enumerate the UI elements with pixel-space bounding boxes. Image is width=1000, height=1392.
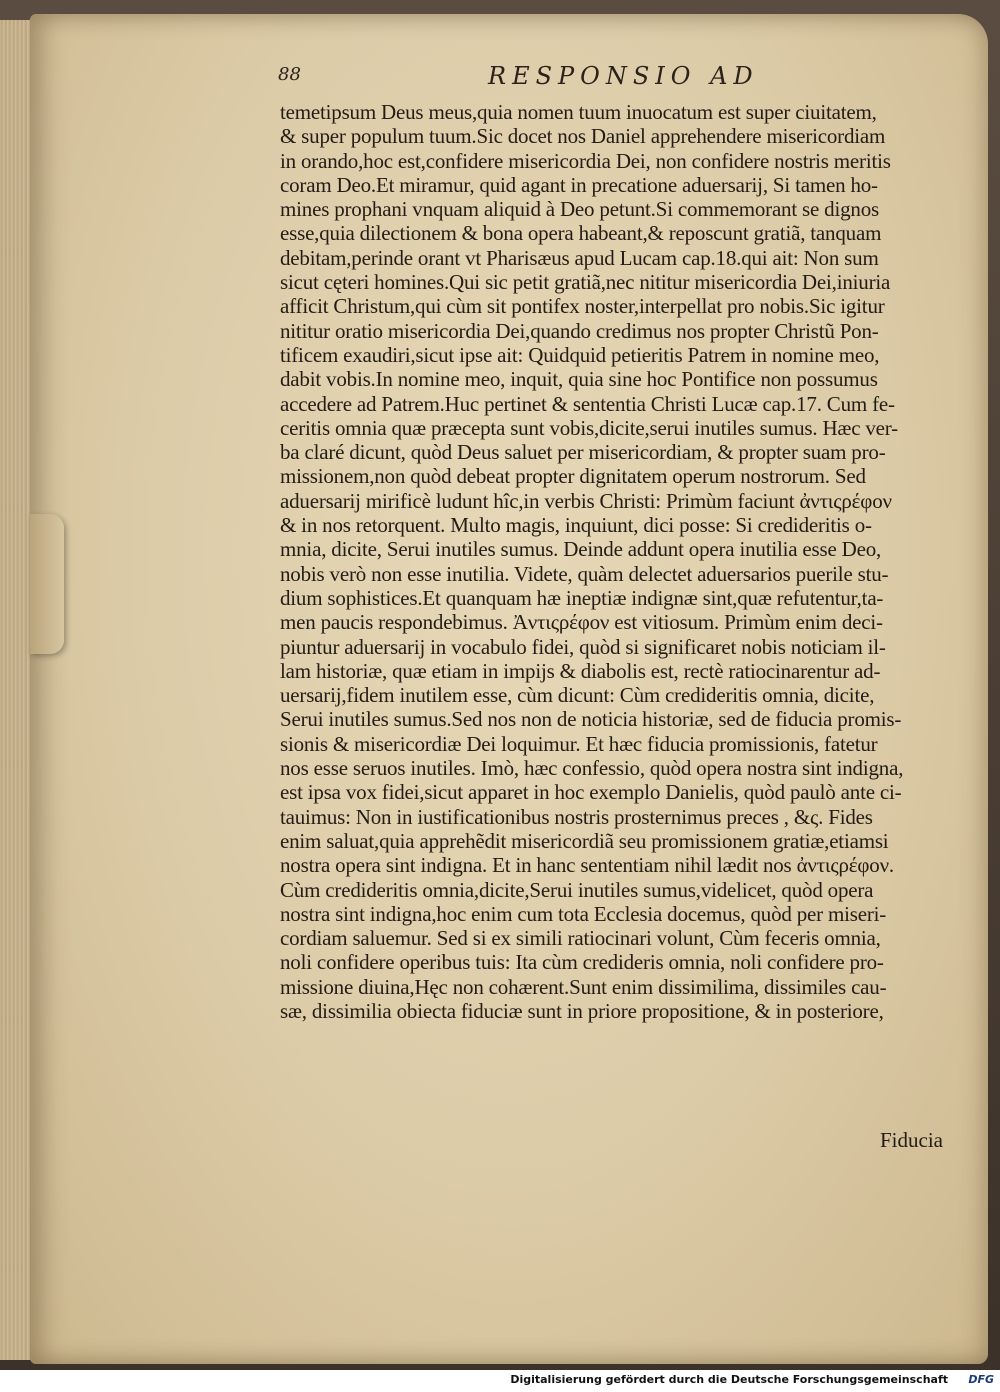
funding-credit: Digitalisierung gefördert durch die Deutsche Forschungsgemeinschaft <box>510 1373 948 1386</box>
text-line: debitam,perinde orant vt Pharisæus apud Lucam cap.18.qui ait: Non sum <box>280 245 879 270</box>
running-head: RESPONSIO AD <box>488 62 759 90</box>
text-line: nos esse seruos inutiles. Imò, hæc confessio, quòd opera nostra sint indigna, <box>280 756 904 781</box>
digitization-footer <box>0 1370 1000 1392</box>
text-line: tificem exaudiri,sicut ipse ait: Quidquid petieritis Patrem in nomine meo, <box>280 342 880 367</box>
text-line: nititur oratio misericordia Dei,quando credimus nos propter Christũ Pon- <box>280 318 879 343</box>
text-line: sicut cęteri homines.Qui sic petit gratiã,nec nititur misericordia Dei,iniuria <box>280 270 891 295</box>
text-line: & super populum tuum.Sic docet nos Daniel apprehendere misericordiam <box>280 124 886 149</box>
text-line: dabit vobis.In nomine meo, inquit, quia sine hoc Pontifice non possumus <box>280 367 878 392</box>
text-line: esse,quia dilectionem & bona opera habeant,& reposcunt gratiã, tanquam <box>280 221 882 246</box>
text-line: Serui inutiles sumus.Sed nos non de noticia historiæ, sed de fiducia promis- <box>280 707 902 732</box>
text-line: tauimus: Non in iustificationibus nostris prosternimus preces , &ς. Fides <box>280 804 873 829</box>
text-line: dium sophistices.Et quanquam hæ ineptiæ indignæ sint,quæ refutentur,ta- <box>280 585 884 610</box>
text-line: men paucis respondebimus. Ἀντιςρέφον est vitiosum. Primùm enim deci- <box>280 610 883 635</box>
body-text <box>280 100 970 1023</box>
catchword: Fiducia <box>880 1128 943 1152</box>
text-line: mnia, dicite, Serui inutiles sumus. Deinde addunt opera inutilia esse Deo, <box>280 537 882 562</box>
text-line: enim saluat,quia apprehẽdit misericordiã seu promissionem gratiæ,etiamsi <box>280 828 889 853</box>
text-line: accedere ad Patrem.Huc pertinet & sententia Christi Lucæ cap.17. Cum fe- <box>280 391 895 416</box>
text-line: piuntur aduersarij in vocabulo fidei, quòd si significaret nobis noticiam il- <box>280 634 886 659</box>
text-line: coram Deo.Et miramur, quid agant in precatione aduersarij, Si tamen ho- <box>280 172 878 197</box>
page-tab-flap <box>30 514 64 654</box>
text-line: aduersarij mirificè ludunt hîc,in verbis Christi: Primùm faciunt ἀντιςρέφον <box>280 488 892 513</box>
text-line: mines prophani vnquam aliquid à Deo petunt.Si commemorant se dignos <box>280 197 879 222</box>
text-line: est ipsa vox fidei,sicut apparet in hoc exemplo Danielis, quòd paulò ante ci- <box>280 780 902 805</box>
text-line: temetipsum Deus meus,quia nomen tuum inuocatum est super ciuitatem, <box>280 100 877 124</box>
text-line: missionem,non quòd debeat propter dignitatem operum nostrorum. Sed <box>280 464 866 489</box>
text-line: Cùm credideritis omnia,dicite,Serui inutiles sumus,videlicet, quòd opera <box>280 877 874 902</box>
text-line: ceritis omnia quæ præcepta sunt vobis,dicite,serui inutiles sumus. Hæc ver- <box>280 415 898 440</box>
text-line: in orando,hoc est,confidere misericordia Dei, non confidere nostris meritis <box>280 148 891 173</box>
text-line: ba claré dicunt, quòd Deus saluet per misericordiam, & propter suam pro- <box>280 440 886 465</box>
text-line: afficit Christum,qui cùm sit pontifex noster,interpellat pro nobis.Sic igitur <box>280 294 885 319</box>
dfg-logo: DFG <box>968 1373 994 1386</box>
text-line: sionis & misericordiæ Dei loquimur. Et hæc fiducia promissionis, fatetur <box>280 731 878 756</box>
text-line: sæ, dissimilia obiecta fiduciæ sunt in priore propositione, & in posteriore, <box>280 998 884 1023</box>
text-line: nostra sint indigna,hoc enim cum tota Ecclesia docemus, quòd per miseri- <box>280 901 887 926</box>
text-line: cordiam saluemur. Sed si ex simili ratiocinari volunt, Cùm feceris omnia, <box>280 926 881 951</box>
text-line: lam historiæ, quæ etiam in impijs & diabolis est, rectè ratiocinarentur ad- <box>280 658 881 683</box>
text-line: & in nos retorquent. Multo magis, inquiunt, dici posse: Si credideritis o- <box>280 513 872 538</box>
text-line: uersarij,fidem inutilem esse, cùm dicunt: Cùm credideritis omnia, dicite, <box>280 683 875 708</box>
page-header <box>278 62 818 96</box>
text-line: noli confidere operibus tuis: Ita cùm credideris omnia, noli confidere pro- <box>280 950 884 975</box>
text-line: nobis verò non esse inutilia. Videte, quàm delectet aduersarios puerile stu- <box>280 561 889 586</box>
text-line: nostra opera sint indigna. Et in hanc sententiam nihil lædit nos ἀντιςρέφον. <box>280 853 894 878</box>
page-number: 88 <box>278 64 301 85</box>
text-line: missione diuina,Hęc non cohærent.Sunt enim dissimilima, dissimiles cau- <box>280 974 887 999</box>
